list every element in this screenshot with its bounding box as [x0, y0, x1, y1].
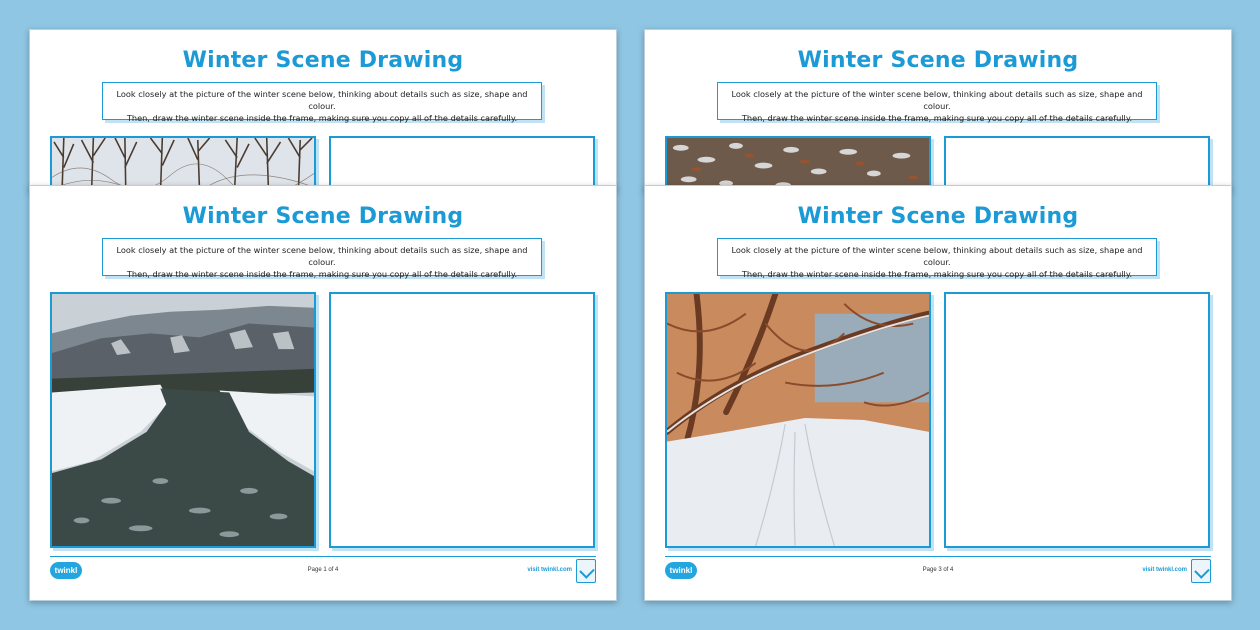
- instruction-line: Then, draw the winter scene inside the frame, making sure you copy all of the details carefully.: [126, 269, 518, 279]
- bare-trees-photo: [50, 136, 316, 191]
- instruction-line: Then, draw the winter scene inside the frame, making sure you copy all of the details carefully.: [741, 269, 1133, 279]
- worksheet-back-left: [29, 29, 617, 191]
- instructions-box: [717, 82, 1157, 123]
- instruction-line: Look closely at the picture of the winter scene below, thinking about details such as size, shape and colour.: [731, 245, 1143, 267]
- drawing-frame[interactable]: [329, 136, 595, 191]
- page-number: Page 1 of 4: [307, 567, 339, 573]
- worksheet-title: Winter Scene Drawing: [797, 48, 1079, 73]
- footer-divider: [50, 556, 596, 557]
- twinkl-logo: twinkl: [665, 562, 697, 579]
- frosted-leaves-photo: [665, 136, 931, 191]
- website-link[interactable]: visit twinkl.com: [527, 567, 572, 573]
- drawing-frame[interactable]: [329, 292, 595, 548]
- instruction-line: Then, draw the winter scene inside the frame, making sure you copy all of the details carefully.: [741, 113, 1133, 123]
- frozen-river-photo: [50, 292, 316, 548]
- quality-badge-icon: [576, 559, 596, 583]
- worksheet-title: Winter Scene Drawing: [182, 204, 464, 229]
- instructions-box: [717, 238, 1157, 279]
- worksheet-back-right: [644, 29, 1232, 191]
- worksheet-front-left: [29, 185, 617, 601]
- drawing-frame[interactable]: [944, 292, 1210, 548]
- drawing-frame[interactable]: [944, 136, 1210, 191]
- website-link[interactable]: visit twinkl.com: [1142, 567, 1187, 573]
- quality-badge-icon: [1191, 559, 1211, 583]
- instruction-line: Then, draw the winter scene inside the frame, making sure you copy all of the details carefully.: [126, 113, 518, 123]
- snowy-forest-path-photo: [665, 292, 931, 548]
- footer-divider: [665, 556, 1211, 557]
- instructions-box: [102, 82, 542, 123]
- page-number: Page 3 of 4: [922, 567, 954, 573]
- twinkl-logo: twinkl: [50, 562, 82, 579]
- instructions-box: [102, 238, 542, 279]
- instruction-line: Look closely at the picture of the winter scene below, thinking about details such as size, shape and colour.: [731, 89, 1143, 111]
- worksheet-title: Winter Scene Drawing: [182, 48, 464, 73]
- instruction-line: Look closely at the picture of the winter scene below, thinking about details such as size, shape and colour.: [116, 89, 528, 111]
- worksheet-front-right: [644, 185, 1232, 601]
- instruction-line: Look closely at the picture of the winter scene below, thinking about details such as size, shape and colour.: [116, 245, 528, 267]
- worksheet-title: Winter Scene Drawing: [797, 204, 1079, 229]
